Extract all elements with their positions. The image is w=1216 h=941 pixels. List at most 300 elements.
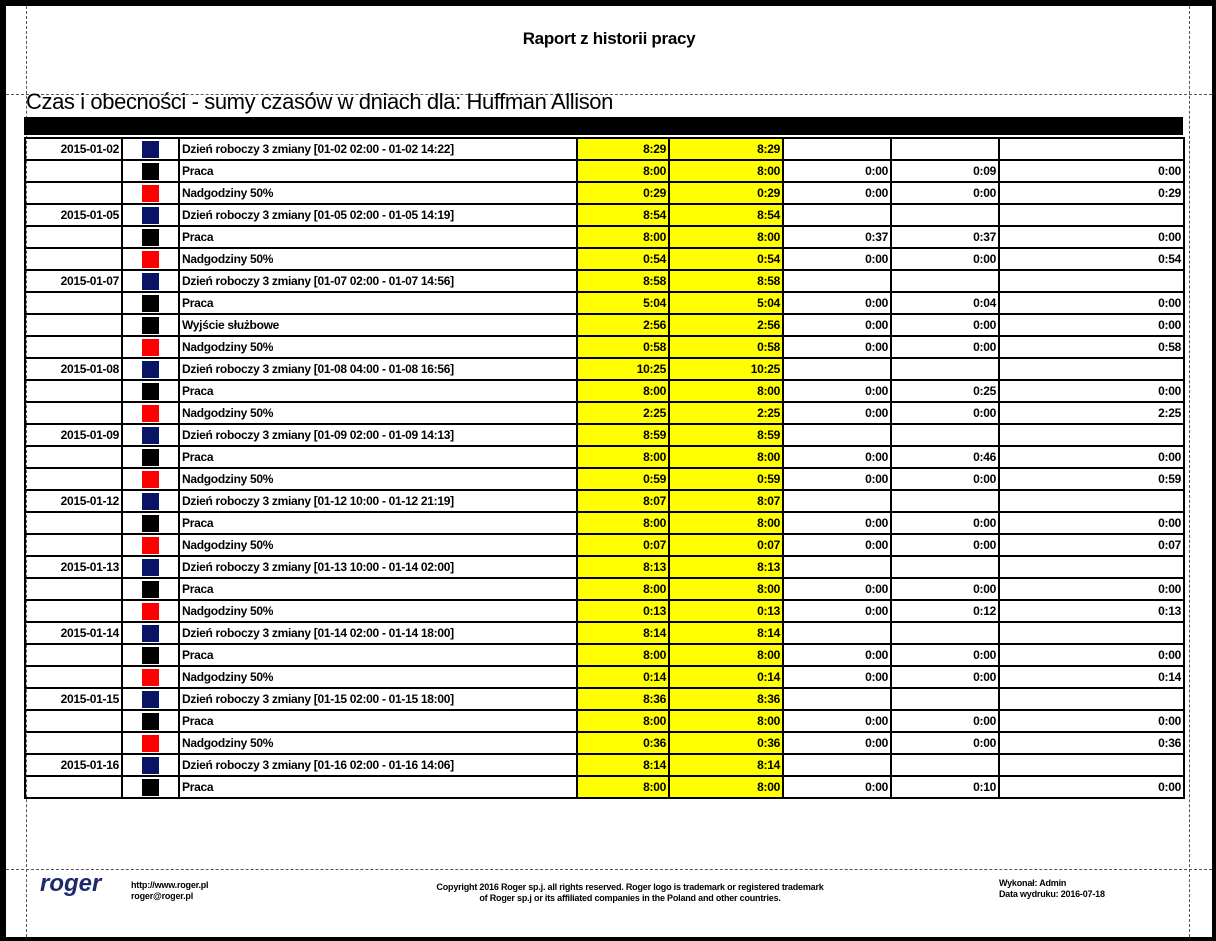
date-cell: 2015-01-05 <box>25 204 122 226</box>
time-cell-2: 8:07 <box>669 490 783 512</box>
category-color-swatch <box>142 757 159 774</box>
time-cell-4: 0:00 <box>891 578 999 600</box>
category-color-swatch <box>142 427 159 444</box>
time-cell-1: 0:13 <box>577 600 669 622</box>
description-cell: Dzień roboczy 3 zmiany [01-14 02:00 - 01-14 18:00] <box>179 622 577 644</box>
table-row <box>25 578 1184 600</box>
footer-contact <box>131 880 208 902</box>
date-cell <box>25 732 122 754</box>
date-cell: 2015-01-08 <box>25 358 122 380</box>
time-cell-5: 0:00 <box>999 776 1184 798</box>
time-cell-2: 8:00 <box>669 160 783 182</box>
time-cell-1: 8:00 <box>577 578 669 600</box>
swatch-cell <box>122 358 179 380</box>
table-row <box>25 556 1184 578</box>
description-cell: Dzień roboczy 3 zmiany [01-12 10:00 - 01-12 21:19] <box>179 490 577 512</box>
swatch-cell <box>122 226 179 248</box>
table-row <box>25 512 1184 534</box>
description-cell: Praca <box>179 292 577 314</box>
time-cell-3: 0:00 <box>783 336 891 358</box>
time-cell-2: 0:59 <box>669 468 783 490</box>
time-cell-4: 0:00 <box>891 512 999 534</box>
category-color-swatch <box>142 625 159 642</box>
date-cell <box>25 248 122 270</box>
date-cell <box>25 402 122 424</box>
time-cell-4: 0:00 <box>891 644 999 666</box>
time-cell-4: 0:00 <box>891 182 999 204</box>
date-cell <box>25 600 122 622</box>
time-cell-3 <box>783 138 891 160</box>
time-cell-2: 0:36 <box>669 732 783 754</box>
description-cell: Dzień roboczy 3 zmiany [01-05 02:00 - 01-05 14:19] <box>179 204 577 226</box>
time-cell-5: 0:00 <box>999 644 1184 666</box>
date-cell <box>25 468 122 490</box>
time-cell-5: 0:00 <box>999 578 1184 600</box>
category-color-swatch <box>142 207 159 224</box>
time-cell-2: 10:25 <box>669 358 783 380</box>
category-color-swatch <box>142 471 159 488</box>
description-cell: Praca <box>179 512 577 534</box>
swatch-cell <box>122 512 179 534</box>
category-color-swatch <box>142 669 159 686</box>
date-cell <box>25 578 122 600</box>
time-cell-3 <box>783 424 891 446</box>
time-cell-3: 0:00 <box>783 578 891 600</box>
time-cell-4: 0:00 <box>891 732 999 754</box>
table-row <box>25 270 1184 292</box>
time-cell-5 <box>999 490 1184 512</box>
time-cell-2: 0:29 <box>669 182 783 204</box>
time-cell-3: 0:00 <box>783 314 891 336</box>
time-cell-2: 0:58 <box>669 336 783 358</box>
time-cell-4: 0:09 <box>891 160 999 182</box>
swatch-cell <box>122 248 179 270</box>
description-cell: Nadgodziny 50% <box>179 468 577 490</box>
time-cell-2: 8:14 <box>669 754 783 776</box>
time-cell-1: 8:13 <box>577 556 669 578</box>
swatch-cell <box>122 754 179 776</box>
date-cell: 2015-01-02 <box>25 138 122 160</box>
copyright-line-1: Copyright 2016 Roger sp.j. all rights reserved. Roger logo is trademark or registered trademark <box>436 882 824 892</box>
time-cell-1: 8:00 <box>577 226 669 248</box>
time-cell-3: 0:00 <box>783 292 891 314</box>
time-cell-4: 0:00 <box>891 248 999 270</box>
right-margin-guide <box>1189 6 1190 937</box>
footer-url[interactable]: http://www.roger.pl <box>131 880 209 890</box>
category-color-swatch <box>142 163 159 180</box>
time-cell-1: 8:00 <box>577 380 669 402</box>
time-cell-3: 0:00 <box>783 380 891 402</box>
date-cell <box>25 380 122 402</box>
time-cell-5 <box>999 754 1184 776</box>
date-cell <box>25 512 122 534</box>
swatch-cell <box>122 490 179 512</box>
table-row <box>25 160 1184 182</box>
category-color-swatch <box>142 493 159 510</box>
time-cell-1: 8:00 <box>577 446 669 468</box>
time-cell-4: 0:46 <box>891 446 999 468</box>
description-cell: Nadgodziny 50% <box>179 534 577 556</box>
time-cell-3 <box>783 622 891 644</box>
description-cell: Praca <box>179 226 577 248</box>
category-color-swatch <box>142 537 159 554</box>
category-color-swatch <box>142 581 159 598</box>
swatch-cell <box>122 182 179 204</box>
date-cell: 2015-01-15 <box>25 688 122 710</box>
time-cell-5: 0:00 <box>999 292 1184 314</box>
category-color-swatch <box>142 405 159 422</box>
time-cell-3: 0:00 <box>783 446 891 468</box>
swatch-cell <box>122 292 179 314</box>
time-cell-3: 0:00 <box>783 248 891 270</box>
time-cell-5 <box>999 424 1184 446</box>
time-cell-3: 0:00 <box>783 468 891 490</box>
table-row <box>25 380 1184 402</box>
table-row <box>25 754 1184 776</box>
category-color-swatch <box>142 295 159 312</box>
time-cell-1: 0:07 <box>577 534 669 556</box>
category-color-swatch <box>142 713 159 730</box>
report-title: Raport z historii pracy <box>522 29 696 48</box>
date-cell <box>25 226 122 248</box>
time-cell-1: 8:00 <box>577 710 669 732</box>
table-row <box>25 226 1184 248</box>
description-cell: Dzień roboczy 3 zmiany [01-15 02:00 - 01-15 18:00] <box>179 688 577 710</box>
time-cell-5: 0:00 <box>999 710 1184 732</box>
date-cell: 2015-01-14 <box>25 622 122 644</box>
table-row <box>25 732 1184 754</box>
description-cell: Dzień roboczy 3 zmiany [01-08 04:00 - 01-08 16:56] <box>179 358 577 380</box>
time-cell-4 <box>891 270 999 292</box>
swatch-cell <box>122 424 179 446</box>
date-cell: 2015-01-12 <box>25 490 122 512</box>
time-cell-3 <box>783 204 891 226</box>
time-cell-4: 0:37 <box>891 226 999 248</box>
category-color-swatch <box>142 317 159 334</box>
date-cell <box>25 314 122 336</box>
swatch-cell <box>122 622 179 644</box>
time-cell-1: 0:36 <box>577 732 669 754</box>
category-color-swatch <box>142 779 159 796</box>
swatch-cell <box>122 710 179 732</box>
time-cell-2: 8:14 <box>669 622 783 644</box>
time-cell-5 <box>999 556 1184 578</box>
copyright-line-2: of Roger sp.j or its affiliated companies in the Poland and other countries. <box>479 893 781 903</box>
table-row <box>25 468 1184 490</box>
table-row <box>25 248 1184 270</box>
time-cell-3: 0:00 <box>783 776 891 798</box>
performed-by: Wykonał: Admin <box>999 878 1067 888</box>
swatch-cell <box>122 600 179 622</box>
time-cell-1: 0:59 <box>577 468 669 490</box>
time-cell-5: 0:58 <box>999 336 1184 358</box>
date-cell <box>25 182 122 204</box>
swatch-cell <box>122 270 179 292</box>
table-row <box>25 666 1184 688</box>
time-cell-3 <box>783 754 891 776</box>
time-cell-2: 8:13 <box>669 556 783 578</box>
time-cell-4: 0:12 <box>891 600 999 622</box>
time-cell-5 <box>999 138 1184 160</box>
footer-print-info <box>999 878 1105 900</box>
description-cell: Wyjście służbowe <box>179 314 577 336</box>
time-cell-2: 8:58 <box>669 270 783 292</box>
time-cell-3 <box>783 688 891 710</box>
swatch-cell <box>122 314 179 336</box>
time-cell-5 <box>999 688 1184 710</box>
date-cell <box>25 160 122 182</box>
swatch-cell <box>122 138 179 160</box>
table-row <box>25 622 1184 644</box>
time-cell-1: 8:36 <box>577 688 669 710</box>
time-cell-2: 8:00 <box>669 226 783 248</box>
time-cell-2: 8:00 <box>669 644 783 666</box>
print-date: Data wydruku: 2016-07-18 <box>999 889 1105 899</box>
date-cell <box>25 776 122 798</box>
time-cell-5: 0:00 <box>999 446 1184 468</box>
table-row <box>25 138 1184 160</box>
time-cell-4: 0:00 <box>891 666 999 688</box>
date-cell <box>25 710 122 732</box>
time-cell-1: 0:54 <box>577 248 669 270</box>
time-cell-2: 8:00 <box>669 446 783 468</box>
date-cell: 2015-01-09 <box>25 424 122 446</box>
date-cell <box>25 292 122 314</box>
swatch-cell <box>122 556 179 578</box>
description-cell: Praca <box>179 578 577 600</box>
time-cell-3: 0:00 <box>783 160 891 182</box>
time-cell-2: 0:54 <box>669 248 783 270</box>
swatch-cell <box>122 446 179 468</box>
time-cell-1: 10:25 <box>577 358 669 380</box>
table-row <box>25 446 1184 468</box>
time-cell-4: 0:00 <box>891 468 999 490</box>
time-cell-2: 8:00 <box>669 776 783 798</box>
description-cell: Nadgodziny 50% <box>179 600 577 622</box>
time-cell-1: 8:00 <box>577 776 669 798</box>
time-cell-3: 0:00 <box>783 644 891 666</box>
time-cell-3: 0:00 <box>783 512 891 534</box>
time-cell-2: 8:00 <box>669 578 783 600</box>
time-cell-5 <box>999 622 1184 644</box>
time-cell-3: 0:00 <box>783 710 891 732</box>
roger-logo: roger <box>40 870 102 897</box>
description-cell: Praca <box>179 644 577 666</box>
table-row <box>25 358 1184 380</box>
date-cell <box>25 446 122 468</box>
time-cell-5: 0:00 <box>999 226 1184 248</box>
time-cell-3: 0:00 <box>783 732 891 754</box>
time-cell-1: 8:59 <box>577 424 669 446</box>
time-cell-5: 0:14 <box>999 666 1184 688</box>
date-cell <box>25 666 122 688</box>
swatch-cell <box>122 402 179 424</box>
description-cell: Dzień roboczy 3 zmiany [01-16 02:00 - 01-16 14:06] <box>179 754 577 776</box>
swatch-cell <box>122 666 179 688</box>
time-cell-4: 0:25 <box>891 380 999 402</box>
time-cell-1: 5:04 <box>577 292 669 314</box>
time-cell-4: 0:00 <box>891 336 999 358</box>
swatch-cell <box>122 688 179 710</box>
time-cell-1: 2:56 <box>577 314 669 336</box>
time-cell-5: 0:36 <box>999 732 1184 754</box>
time-cell-5: 0:54 <box>999 248 1184 270</box>
table-row <box>25 402 1184 424</box>
time-cell-4: 0:00 <box>891 314 999 336</box>
time-cell-4 <box>891 688 999 710</box>
footer-guide <box>6 869 1212 870</box>
category-color-swatch <box>142 229 159 246</box>
time-cell-5: 2:25 <box>999 402 1184 424</box>
time-cell-2: 8:00 <box>669 710 783 732</box>
time-cell-1: 8:54 <box>577 204 669 226</box>
description-cell: Dzień roboczy 3 zmiany [01-09 02:00 - 01-09 14:13] <box>179 424 577 446</box>
description-cell: Praca <box>179 446 577 468</box>
category-color-swatch <box>142 647 159 664</box>
time-cell-4 <box>891 204 999 226</box>
time-cell-2: 8:00 <box>669 512 783 534</box>
time-summary-table <box>24 137 1185 799</box>
time-cell-5: 0:29 <box>999 182 1184 204</box>
category-color-swatch <box>142 251 159 268</box>
swatch-cell <box>122 468 179 490</box>
time-cell-1: 8:00 <box>577 512 669 534</box>
time-cell-1: 8:58 <box>577 270 669 292</box>
category-color-swatch <box>142 559 159 576</box>
description-cell: Praca <box>179 710 577 732</box>
time-cell-2: 2:56 <box>669 314 783 336</box>
time-cell-1: 8:00 <box>577 644 669 666</box>
time-cell-3: 0:00 <box>783 600 891 622</box>
table-row <box>25 644 1184 666</box>
time-cell-5: 0:00 <box>999 380 1184 402</box>
time-cell-1: 8:14 <box>577 754 669 776</box>
swatch-cell <box>122 204 179 226</box>
time-cell-1: 8:14 <box>577 622 669 644</box>
time-cell-5: 0:00 <box>999 314 1184 336</box>
table-row <box>25 600 1184 622</box>
description-cell: Dzień roboczy 3 zmiany [01-02 02:00 - 01-02 14:22] <box>179 138 577 160</box>
description-cell: Dzień roboczy 3 zmiany [01-13 10:00 - 01-14 02:00] <box>179 556 577 578</box>
time-cell-2: 5:04 <box>669 292 783 314</box>
swatch-cell <box>122 160 179 182</box>
time-cell-3: 0:37 <box>783 226 891 248</box>
time-cell-2: 8:54 <box>669 204 783 226</box>
time-cell-1: 8:07 <box>577 490 669 512</box>
time-cell-1: 8:29 <box>577 138 669 160</box>
time-cell-4: 0:10 <box>891 776 999 798</box>
time-cell-4 <box>891 424 999 446</box>
time-cell-2: 2:25 <box>669 402 783 424</box>
description-cell: Dzień roboczy 3 zmiany [01-07 02:00 - 01-07 14:56] <box>179 270 577 292</box>
swatch-cell <box>122 578 179 600</box>
table-row <box>25 424 1184 446</box>
time-cell-2: 0:14 <box>669 666 783 688</box>
time-cell-5 <box>999 358 1184 380</box>
time-cell-1: 8:00 <box>577 160 669 182</box>
swatch-cell <box>122 776 179 798</box>
time-cell-4 <box>891 358 999 380</box>
description-cell: Nadgodziny 50% <box>179 248 577 270</box>
time-cell-3: 0:00 <box>783 182 891 204</box>
time-cell-3 <box>783 556 891 578</box>
category-color-swatch <box>142 339 159 356</box>
table-row <box>25 710 1184 732</box>
category-color-swatch <box>142 141 159 158</box>
description-cell: Praca <box>179 380 577 402</box>
time-cell-3: 0:00 <box>783 534 891 556</box>
category-color-swatch <box>142 515 159 532</box>
time-cell-1: 0:14 <box>577 666 669 688</box>
time-cell-4: 0:00 <box>891 534 999 556</box>
time-cell-5: 0:13 <box>999 600 1184 622</box>
date-cell: 2015-01-16 <box>25 754 122 776</box>
date-cell: 2015-01-07 <box>25 270 122 292</box>
time-cell-4 <box>891 622 999 644</box>
time-cell-2: 8:36 <box>669 688 783 710</box>
time-cell-3 <box>783 358 891 380</box>
table-row <box>25 336 1184 358</box>
swatch-cell <box>122 732 179 754</box>
table-row <box>25 776 1184 798</box>
time-cell-2: 0:07 <box>669 534 783 556</box>
time-cell-4 <box>891 556 999 578</box>
date-cell <box>25 336 122 358</box>
time-cell-5 <box>999 204 1184 226</box>
swatch-cell <box>122 336 179 358</box>
section-title: Czas i obecności - sumy czasów w dniach dla: Huffman Allison <box>26 89 613 114</box>
time-cell-5: 0:00 <box>999 512 1184 534</box>
time-cell-2: 0:13 <box>669 600 783 622</box>
column-header-bar <box>24 117 1183 135</box>
swatch-cell <box>122 534 179 556</box>
date-cell: 2015-01-13 <box>25 556 122 578</box>
category-color-swatch <box>142 361 159 378</box>
description-cell: Nadgodziny 50% <box>179 732 577 754</box>
category-color-swatch <box>142 691 159 708</box>
time-cell-4 <box>891 490 999 512</box>
time-cell-4 <box>891 138 999 160</box>
time-cell-1: 2:25 <box>577 402 669 424</box>
category-color-swatch <box>142 185 159 202</box>
time-cell-1: 0:29 <box>577 182 669 204</box>
table-row <box>25 182 1184 204</box>
footer-email[interactable]: roger@roger.pl <box>131 891 193 901</box>
date-cell <box>25 644 122 666</box>
time-cell-5: 0:00 <box>999 160 1184 182</box>
table-row <box>25 314 1184 336</box>
time-cell-4: 0:04 <box>891 292 999 314</box>
time-cell-3 <box>783 490 891 512</box>
table-row <box>25 534 1184 556</box>
time-cell-3 <box>783 270 891 292</box>
time-cell-5: 0:07 <box>999 534 1184 556</box>
description-cell: Nadgodziny 50% <box>179 666 577 688</box>
time-cell-1: 0:58 <box>577 336 669 358</box>
category-color-swatch <box>142 603 159 620</box>
description-cell: Nadgodziny 50% <box>179 402 577 424</box>
table-row <box>25 688 1184 710</box>
time-cell-2: 8:00 <box>669 380 783 402</box>
table-row <box>25 490 1184 512</box>
time-cell-4: 0:00 <box>891 402 999 424</box>
description-cell: Nadgodziny 50% <box>179 336 577 358</box>
category-color-swatch <box>142 735 159 752</box>
time-cell-2: 8:59 <box>669 424 783 446</box>
table-row <box>25 292 1184 314</box>
description-cell: Praca <box>179 776 577 798</box>
category-color-swatch <box>142 383 159 400</box>
